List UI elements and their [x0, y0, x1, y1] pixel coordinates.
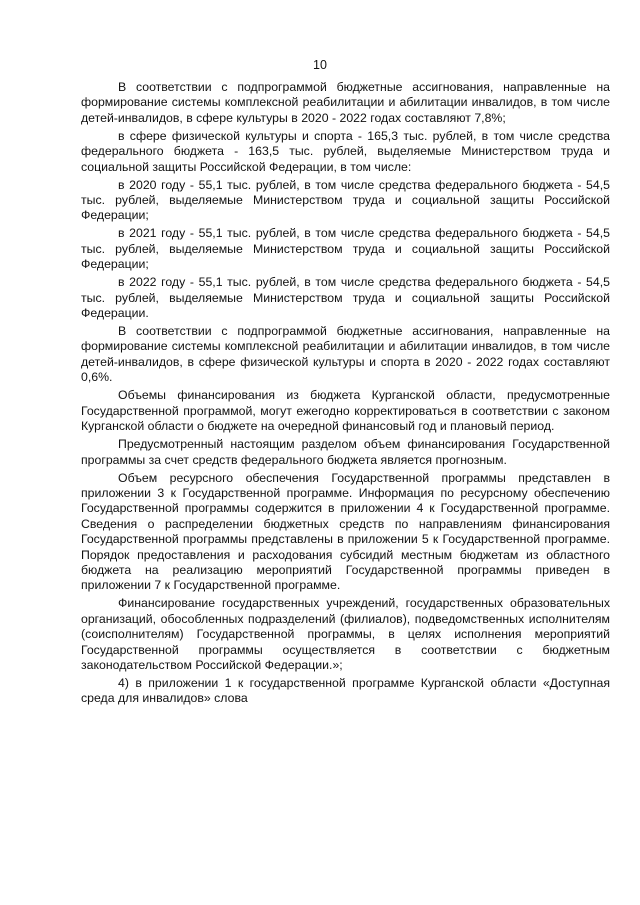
paragraph-year-2020: в 2020 году - 55,1 тыс. рублей, в том числе средства федерального бюджета - 54,5 тыс. рублей, выделяемые Министерством труда и социальной защиты Российской Федерации;: [81, 177, 610, 223]
paragraph-federal-forecast: Предусмотренный настоящим разделом объем финансирования Государственной программы за счет средств федерального бюджета является прогнозным.: [81, 437, 610, 467]
paragraph-culture-allocation: В соответствии с подпрограммой бюджетные ассигнования, направленные на формирование системы комплексной реабилитации и абилитации инвалидов, в том числе детей-инвалидов, в сфере культуры в 2020 - 2022 годах составляют 7,8%;: [81, 80, 610, 125]
paragraph-year-2022: в 2022 году - 55,1 тыс. рублей, в том числе средства федерального бюджета - 54,5 тыс. рублей, выделяемые Министерством труда и социальной защиты Российской Федерации.: [81, 275, 610, 321]
paragraph-sport-allocation: В соответствии с подпрограммой бюджетные ассигнования, направленные на формирование системы комплексной реабилитации и абилитации инвалидов, в том числе детей-инвалидов, в сфере физической культуры и спорта в 2020 - 2022 годах составляют 0,6%.: [81, 324, 610, 385]
paragraph-sport-total: в сфере физической культуры и спорта - 165,3 тыс. рублей, в том числе средства федерального бюджета - 163,5 тыс. рублей, выделяемые Министерством труда и социальной защиты Российской Федерации, в том числе:: [81, 128, 610, 174]
paragraph-year-2021: в 2021 году - 55,1 тыс. рублей, в том числе средства федерального бюджета - 54,5 тыс. рублей, выделяемые Министерством труда и социальной защиты Российской Федерации;: [81, 226, 610, 272]
page-number: 10: [313, 58, 327, 72]
paragraph-institution-financing: Финансирование государственных учреждений, государственных образовательных организаций, обособленных подразделений (филиалов), подведомственных исполнителям (соисполнителям) Государственной программы, в целях исполнения мероприятий Государственной программы осуществляется в соответствии с бюджетным законодательством Российской Федерации.»;: [81, 596, 610, 672]
document-body: [81, 80, 610, 709]
paragraph-resource-provision: Объем ресурсного обеспечения Государственной программы представлен в приложении 3 к Государственной программе. Информация по ресурсному обеспечению Государственной программы содержится в приложении 4 к Государственной программе. Сведения о распределении бюджетных средств по направлениям финансирования Государственной программы представлены в приложении 5 к Государственной программе. Порядок предоставления и расходования субсидий местным бюджетам из областного бюджета на реализацию мероприятий Государственной программы приведен в приложении 7 к Государственной программе.: [81, 470, 610, 593]
paragraph-amendment-item-4: 4) в приложении 1 к государственной программе Курганской области «Доступная среда для инвалидов» слова: [81, 675, 610, 706]
paragraph-regional-budget: Объемы финансирования из бюджета Курганской области, предусмотренные Государственной программой, могут ежегодно корректироваться в соответствии с законом Курганской области о бюджете на очередной финансовый год и плановый период.: [81, 388, 610, 434]
